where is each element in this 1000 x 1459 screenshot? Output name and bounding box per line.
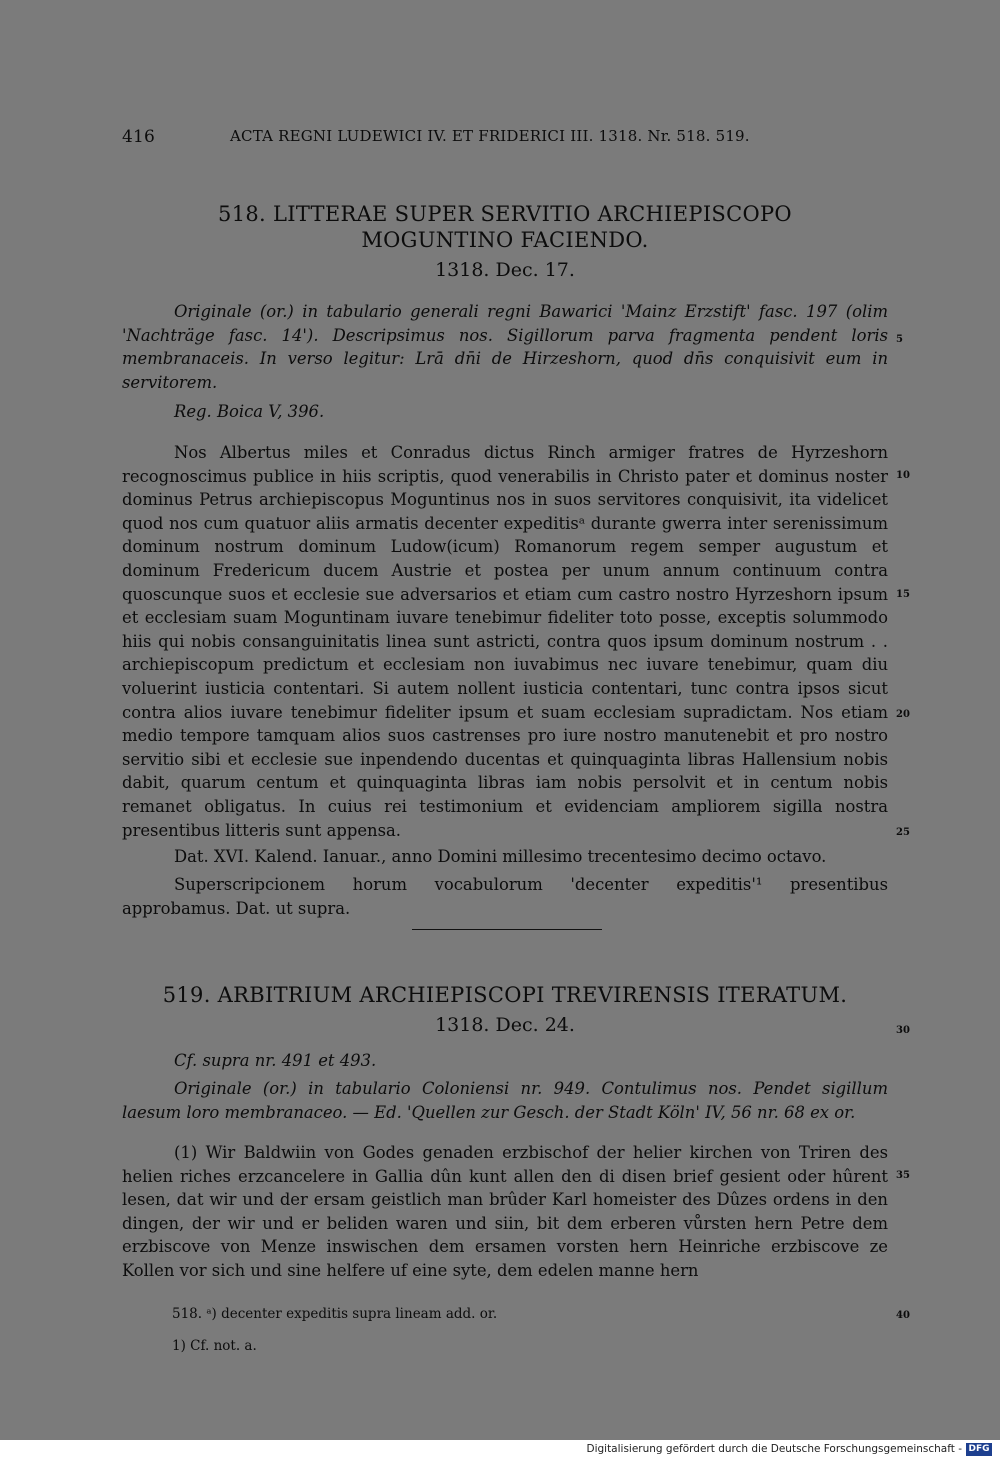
line-number: 20 [896, 709, 910, 720]
footnote-a: 518. ᵃ) decenter expeditis supra lineam add. or. [172, 1306, 498, 1322]
line-number: 10 [896, 470, 910, 481]
line-number: 15 [896, 589, 910, 600]
doc518-superscription-note: Superscripcionem horum vocabulorum 'decenter expeditis'¹ presentibus approbamus. Dat. ut supra. [122, 875, 888, 918]
line-number: 25 [896, 827, 910, 838]
line-number: 35 [896, 1170, 910, 1181]
doc519-date: 1318. Dec. 24. [435, 1014, 575, 1036]
doc518-main-text: Nos Albertus miles et Conradus dictus Rinch armiger fratres de Hyrzeshorn recognoscimus publice in hiis scriptis, quod venerabilis in Christo pater et dominus noster dominus Petrus archiepiscopus Moguntinus nos in suos servitores conquisivit, ita videlicet quod nos cum quatuor aliis armatis decenter expeditisᵃ durante gwerra inter serenissimum dominum nostrum dominum Ludow(icum) Romanorum regem semper augustum et dominum Fredericum ducem Austrie et postea per unum annum continuum contra quoscunque suos et ecclesie sue adversarios et etiam cum castro nostro Hyrzeshorn ipsum et ecclesiam suam Moguntinam iuvare tenebimur fideliter toto posse, exceptis solummodo hiis qui nobis consanguinitatis linea sunt astricti, contra quos ipsum dominum nostrum . . archiepiscopum predictum et ecclesiam non iuvabimus nec iuvare tenebimur, quam diu voluerint iusticia contentari. Si autem nollent iusticia contentari, tunc contra ipsos sicut contra alios iuvare tenebimur fideliter ipsum et suam ecclesiam supradictam. Nos etiam medio tempore tamquam alios suos castrenses pro iure nostro manutenebit et pro nostro servitio sibi et ecclesie sue inpendendo ducentas et quinquaginta libras Hallensium nobis dabit, quarum centum et quinquaginta libras iam nobis persolvit et in centum nobis remanet obligatus. In cuius rei testimonium et evidenciam ampliorem sigilla nostra presentibus litteris sunt appensa. [122, 443, 888, 840]
line-number: 30 [896, 1025, 910, 1036]
section-divider [412, 929, 602, 930]
funding-credit: Digitalisierung gefördert durch die Deutsche Forschungsgemeinschaft - [586, 1443, 962, 1455]
doc519-title: 519. ARBITRIUM ARCHIEPISCOPI TREVIRENSIS ITERATUM. [162, 983, 848, 1007]
line-number: 40 [896, 1310, 910, 1321]
doc518-title-line1: 518. LITTERAE SUPER SERVITIO ARCHIEPISCOPO [218, 202, 792, 226]
dfg-logo[interactable]: DFG [966, 1443, 992, 1456]
doc518-reg-reference: Reg. Boica V, 396. [174, 402, 325, 421]
doc518-source-note: Originale (or.) in tabulario generali regni Bawarici 'Mainz Erzstift' fasc. 197 (olim 'Nachträge fasc. 14'). Descripsimus nos. Sigillorum parva fragmenta pendent loris membranaceis. In verso legitur: Lrā dn̄i de Hirzeshorn, quod dn̄s conquisivit eum in servitorem. [122, 302, 888, 392]
doc518-dating-clause: Dat. XVI. Kalend. Ianuar., anno Domini millesimo trecentesimo decimo octavo. [174, 847, 827, 866]
doc518-date: 1318. Dec. 17. [435, 259, 575, 281]
page-number: 416 [122, 127, 156, 147]
footnote-1: 1) Cf. not. a. [172, 1338, 257, 1354]
doc519-source-note: Originale (or.) in tabulario Coloniensi nr. 949. Contulimus nos. Pendet sigillum laesum loro membranaceo. — Ed. 'Quellen zur Gesch. der Stadt Köln' IV, 56 nr. 68 ex or. [122, 1079, 888, 1122]
doc518-title-line2: MOGUNTINO FACIENDO. [361, 228, 649, 252]
line-number: 5 [896, 334, 903, 345]
doc519-cf-note: Cf. supra nr. 491 et 493. [174, 1051, 377, 1070]
doc519-main-text: (1) Wir Baldwiin von Godes genaden erzbischof der helier kirchen von Triren des helien riches erzcancelere in Gallia dûn kunt allen den di disen brief gesient oder hûrent lesen, dat wir und der ersam geistlich man brûder Karl homeister des Dûzes ordens in den dingen, der wir und er beliden waren und siin, bit dem erberen vůrsten hern Petre dem erzbiscove von Menze inswischen dem ersamen vorsten hern Heinriche erzbiscove ze Kollen vor sich und sine helfere uf eine syte, dem edelen manne hern [122, 1143, 888, 1280]
running-head-title: ACTA REGNI LUDEWICI IV. ET FRIDERICI III. 1318. Nr. 518. 519. [230, 127, 750, 145]
viewer-footer [0, 1440, 1000, 1459]
